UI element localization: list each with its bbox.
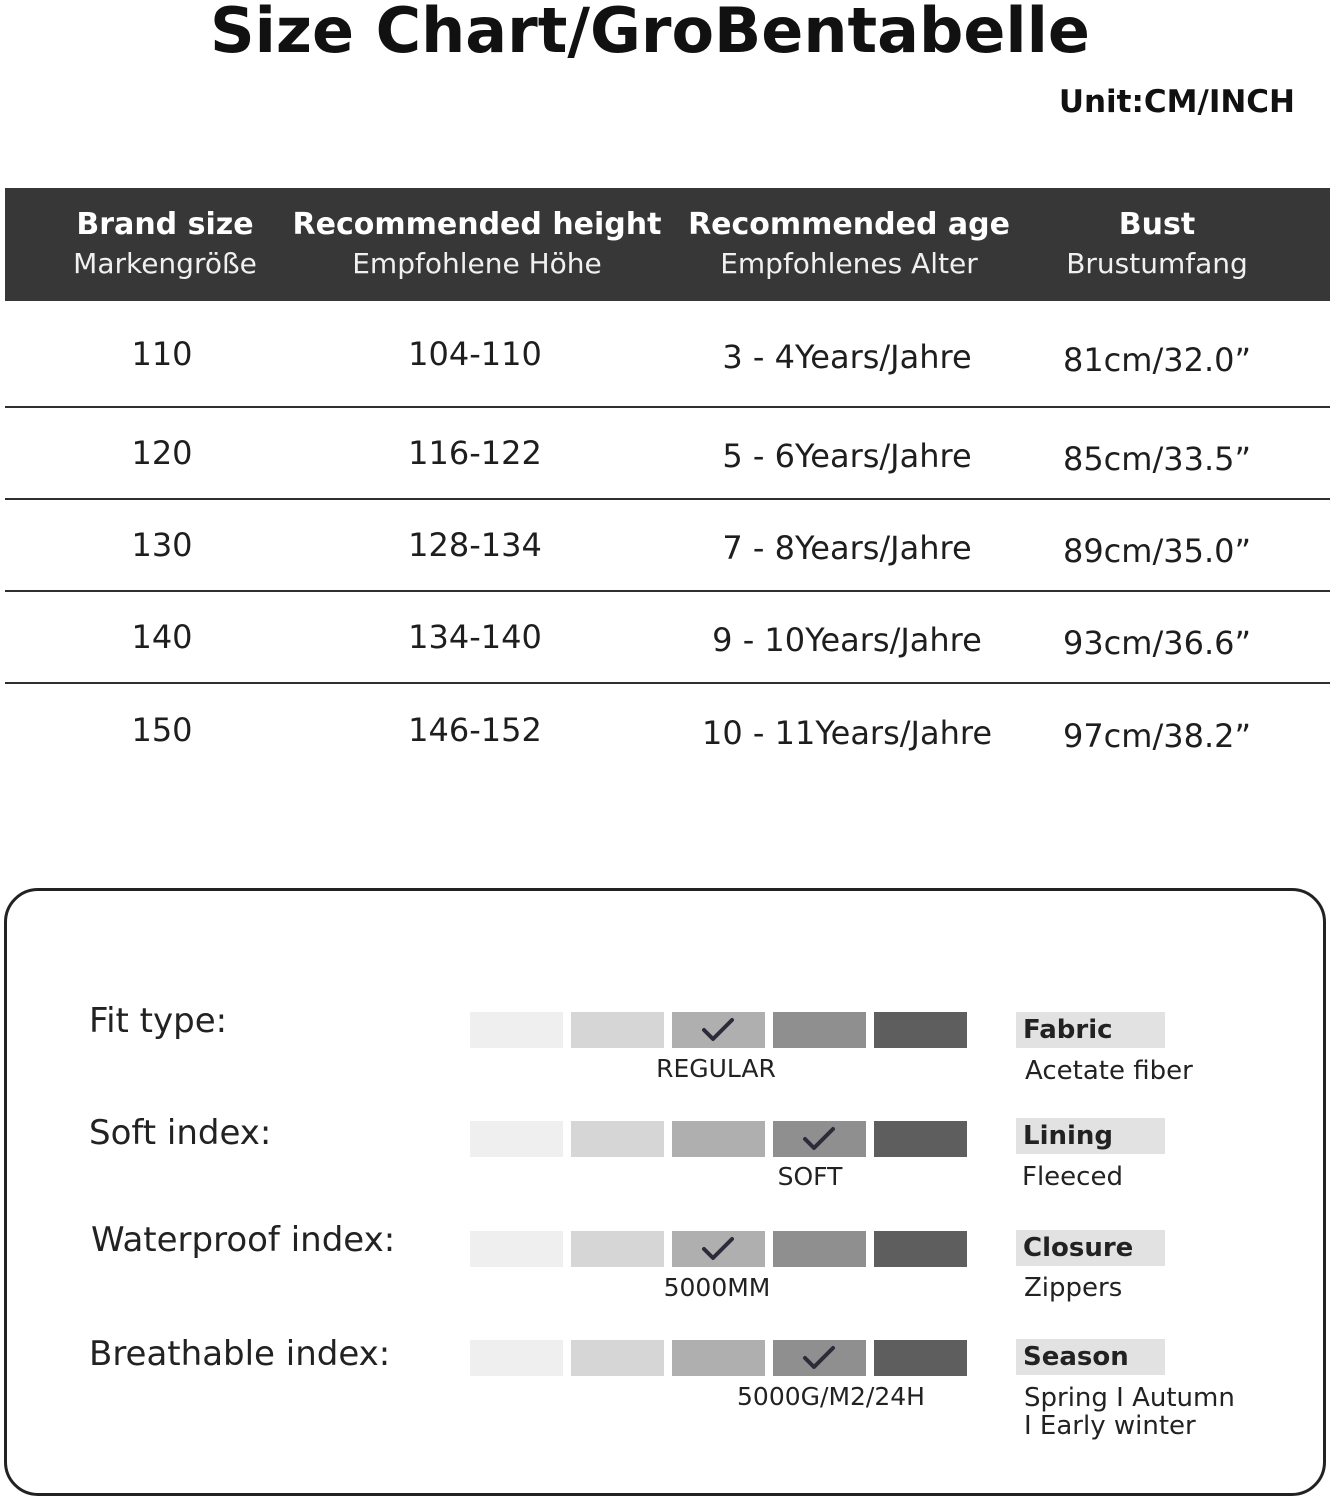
size-table (5, 188, 1330, 776)
cell-size: 130 (131, 526, 193, 564)
checkmark-icon (700, 1015, 736, 1045)
column-header-en: Brand size (76, 207, 254, 242)
scale-segment (874, 1231, 967, 1267)
attribute-value-lining: Fleeced (1022, 1162, 1123, 1192)
cell-height: 134-140 (408, 618, 542, 656)
table-row (5, 500, 1330, 592)
attribute-value-season-line2: I Early winter (1024, 1411, 1196, 1441)
cell-age: 5 - 6Years/Jahre (722, 437, 972, 475)
scale-segment (874, 1340, 967, 1376)
cell-age: 10 - 11Years/Jahre (702, 714, 992, 752)
waterproof-index-scale (470, 1231, 967, 1267)
attribute-tag-season: Season (1016, 1339, 1165, 1375)
scale-segment (773, 1012, 866, 1048)
waterproof-index-caption: 5000MM (663, 1273, 771, 1302)
column-header-en: Bust (1118, 207, 1196, 242)
scale-segment (773, 1231, 866, 1267)
checkmark-icon (700, 1234, 736, 1264)
product-attributes-panel (4, 888, 1326, 1496)
column-header-de: Markengröße (73, 247, 257, 280)
scale-segment (571, 1121, 664, 1157)
cell-height: 146-152 (408, 711, 542, 749)
cell-bust: 89cm/35.0” (1062, 532, 1252, 570)
column-header-age (688, 206, 1010, 284)
soft-index-scale (470, 1121, 967, 1157)
scale-segment (470, 1340, 563, 1376)
metric-label-fit-type: Fit type: (89, 1001, 228, 1041)
scale-segment (470, 1121, 563, 1157)
attribute-tag-lining: Lining (1016, 1118, 1165, 1154)
column-header-de: Brustumfang (1066, 247, 1248, 280)
table-row (5, 684, 1330, 776)
cell-age: 9 - 10Years/Jahre (712, 621, 982, 659)
cell-height: 128-134 (408, 526, 542, 564)
breathable-index-scale (470, 1340, 967, 1376)
cell-height: 104-110 (408, 334, 542, 373)
cell-bust: 85cm/33.5” (1062, 440, 1252, 478)
cell-bust: 93cm/36.6” (1062, 624, 1252, 662)
scale-segment (874, 1121, 967, 1157)
cell-bust: 81cm/32.0” (1062, 340, 1252, 379)
attribute-value-closure: Zippers (1024, 1273, 1123, 1303)
scale-segment (571, 1012, 664, 1048)
scale-segment (672, 1121, 765, 1157)
scale-segment (672, 1340, 765, 1376)
table-row (5, 408, 1330, 500)
cell-age: 7 - 8Years/Jahre (722, 529, 972, 567)
cell-age: 3 - 4Years/Jahre (722, 337, 972, 376)
cell-size: 110 (131, 334, 193, 373)
column-header-en: Recommended age (688, 207, 1010, 242)
table-row (5, 592, 1330, 684)
cell-size: 120 (131, 434, 193, 472)
attribute-tag-fabric: Fabric (1016, 1012, 1165, 1048)
metric-label-soft-index: Soft index: (89, 1113, 272, 1153)
scale-segment (470, 1231, 563, 1267)
scale-segment (470, 1012, 563, 1048)
scale-segment (571, 1231, 664, 1267)
attribute-value-season: Spring I Autumn (1024, 1383, 1235, 1413)
fit-type-scale (470, 1012, 967, 1048)
column-header-brand-size (73, 206, 257, 284)
attribute-tag-closure: Closure (1016, 1230, 1165, 1266)
metric-label-waterproof-index: Waterproof index: (91, 1220, 396, 1260)
scale-segment (874, 1012, 967, 1048)
scale-segment (773, 1340, 866, 1376)
table-header (5, 188, 1330, 301)
table-row (5, 301, 1330, 408)
scale-segment (672, 1012, 765, 1048)
soft-index-caption: SOFT (777, 1162, 843, 1191)
cell-size: 140 (131, 618, 193, 656)
breathable-index-caption: 5000G/M2/24H (737, 1382, 925, 1411)
column-header-en: Recommended height (292, 207, 662, 242)
fit-type-caption: REGULAR (656, 1054, 776, 1083)
column-header-bust (1066, 206, 1248, 284)
column-header-de: Empfohlene Höhe (352, 247, 602, 280)
page-title: Size Chart/GroBentabelle (210, 0, 1090, 67)
checkmark-icon (801, 1343, 837, 1373)
metric-label-breathable-index: Breathable index: (89, 1334, 391, 1374)
attribute-value-fabric: Acetate fiber (1025, 1056, 1193, 1086)
cell-height: 116-122 (408, 434, 542, 472)
checkmark-icon (801, 1124, 837, 1154)
cell-bust: 97cm/38.2” (1062, 717, 1252, 755)
column-header-height (293, 206, 662, 284)
cell-size: 150 (131, 711, 193, 749)
unit-label: Unit:CM/INCH (1058, 84, 1295, 120)
scale-segment (571, 1340, 664, 1376)
column-header-de: Empfohlenes Alter (720, 247, 978, 280)
scale-segment (672, 1231, 765, 1267)
scale-segment (773, 1121, 866, 1157)
